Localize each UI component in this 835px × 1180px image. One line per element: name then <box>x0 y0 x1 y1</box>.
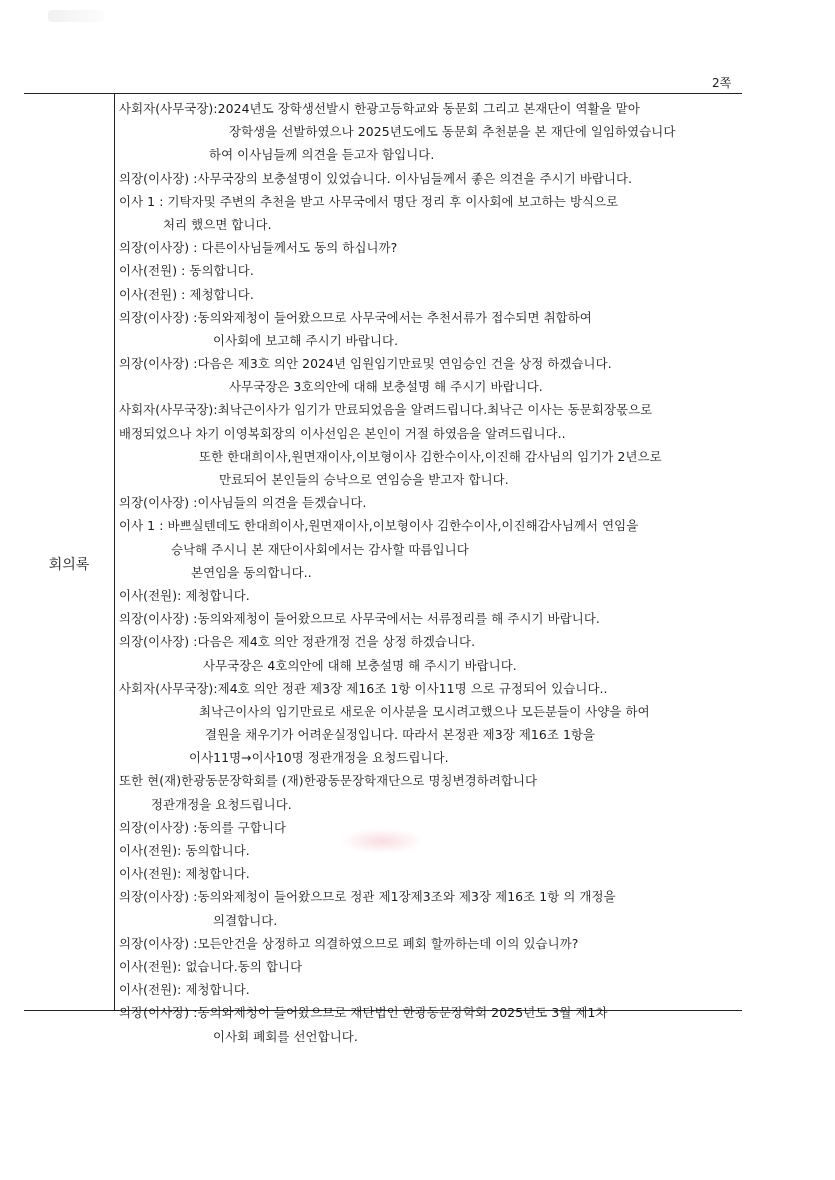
section-label-cell <box>24 94 115 1010</box>
stamp-smudge <box>340 828 424 854</box>
section-label: 회의록 <box>48 557 90 573</box>
minutes-line: 정관개정을 요청드립니다. <box>151 796 292 812</box>
minutes-line: 이사(전원) : 동의합니다. <box>119 263 254 279</box>
minutes-line: 결원을 채우기가 어려운실정입니다. 따라서 본정관 제3장 제16조 1항을 <box>205 727 596 743</box>
minutes-line: 만료되어 본인들의 승낙으로 연임승을 받고자 합니다. <box>219 472 509 487</box>
minutes-line: 이사11명→이사10명 정관개정을 요청드립니다. <box>189 750 449 766</box>
minutes-line: 의장(이사장) :이사님들의 의견을 듣겠습니다. <box>119 495 367 511</box>
minutes-line: 처리 했으면 합니다. <box>163 216 272 232</box>
minutes-line: 사무국장은 4호의안에 대해 보충설명 해 주시기 바랍니다. <box>203 657 517 673</box>
minutes-line: 이사(전원): 동의합니다. <box>119 843 250 858</box>
minutes-line: 승낙해 주시니 본 재단이사회에서는 감사할 따름입니다 <box>171 541 469 557</box>
minutes-line: 이사회에 보고해 주시기 바랍니다. <box>213 332 399 348</box>
scan-mark <box>48 10 104 22</box>
minutes-line: 이사회 폐회를 선언합니다. <box>213 1028 358 1044</box>
minutes-line: 배정되었으나 차기 이영복회장의 이사선임은 본인이 거절 하였음을 알려드립니다.. <box>119 425 566 441</box>
minutes-line: 의장(이사장) :다음은 제3호 의안 2024년 임원임기만료및 연임승인 건을 상정 하겠습니다. <box>119 356 612 372</box>
minutes-line: 사회자(사무국장):제4호 의안 정관 제3장 제16조 1항 이사11명 으로 규정되어 있습니다.. <box>119 680 608 696</box>
minutes-line: 의장(이사장) :동의와제청이 들어왔으므로 사무국에서는 추천서류가 접수되면 취합하여 <box>119 309 592 325</box>
minutes-line: 의장(이사장) :다음은 제4호 의안 정관개정 건을 상정 하겠습니다. <box>119 634 476 650</box>
minutes-line: 본연임을 동의합니다.. <box>191 564 312 580</box>
minutes-line: 의장(이사장) :사무국장의 보충설명이 있었습니다. 이사님들께서 좋은 의견을 주시기 바랍니다. <box>119 170 633 186</box>
minutes-line: 의장(이사장) :동의와제청이 들어왔으므로 재단법인 한광동문장학회 2025년도 3월 제1차 <box>119 1005 608 1021</box>
minutes-line: 사회자(사무국장):최낙근이사가 임기가 만료되었음을 알려드립니다.최낙근 이사는 동문회장몫으로 <box>119 402 653 418</box>
minutes-line: 이사(전원): 제청합니다. <box>119 982 250 998</box>
minutes-line: 의결합니다. <box>213 912 278 928</box>
minutes-line: 의장(이사장) :동의를 구합니다 <box>119 819 287 835</box>
minutes-line: 의장(이사장) :동의와제청이 들어왔으므로 정관 제1장제3조와 제3장 제16조 1항 의 개정을 <box>119 889 616 905</box>
minutes-line: 하여 이사님들께 의견을 듣고자 함입니다. <box>209 147 435 163</box>
minutes-line: 이사(전원): 제청합니다. <box>119 866 250 882</box>
minutes-line: 의장(이사장) :모든안건을 상정하고 의결하였으므로 폐회 할까하는데 이의 있습니까? <box>119 935 579 951</box>
minutes-line: 최낙근이사의 임기만료로 새로운 이사분을 모시려고했으나 모든분들이 사양을 하여 <box>199 703 650 719</box>
minutes-line: 또한 현(재)한광동문장학회를 (재)한광동문장학재단으로 명칭변경하려합니다 <box>119 773 538 789</box>
minutes-content <box>115 94 742 1044</box>
minutes-line: 이사 1 : 기탁자및 주변의 추천을 받고 사무국에서 명단 정리 후 이사회에 보고하는 방식으로 <box>119 193 619 209</box>
minutes-line: 사회자(사무국장):2024년도 장학생선발시 한광고등학교와 동문회 그리고 본재단이 역활을 맡아 <box>119 101 640 116</box>
minutes-table <box>24 93 742 1044</box>
minutes-line: 이사(전원): 없습니다.동의 합니다 <box>119 958 303 974</box>
page-number: 2쪽 <box>712 76 732 90</box>
minutes-line: 사무국장은 3호의안에 대해 보충설명 해 주시기 바랍니다. <box>229 379 543 395</box>
minutes-line: 의장(이사장) : 다른이사님들께서도 동의 하십니까? <box>119 240 398 256</box>
minutes-line: 이사(전원): 제청합니다. <box>119 587 250 603</box>
minutes-line: 이사 1 : 바쁘실텐데도 한대희이사,원면재이사,이보형이사 김한수이사,이진해감사님께서 연임을 <box>119 518 639 534</box>
minutes-line: 또한 한대희이사,원면재이사,이보형이사 김한수이사,이진해 감사님의 임기가 2년으로 <box>199 448 662 464</box>
minutes-line: 의장(이사장) :동의와제청이 들어왔으므로 사무국에서는 서류정리를 해 주시기 바랍니다. <box>119 611 600 627</box>
minutes-line: 이사(전원) : 제청합니다. <box>119 286 254 302</box>
minutes-line: 장학생을 선발하였으나 2025년도에도 동문회 추천분을 본 재단에 일임하였습니다 <box>229 124 676 140</box>
